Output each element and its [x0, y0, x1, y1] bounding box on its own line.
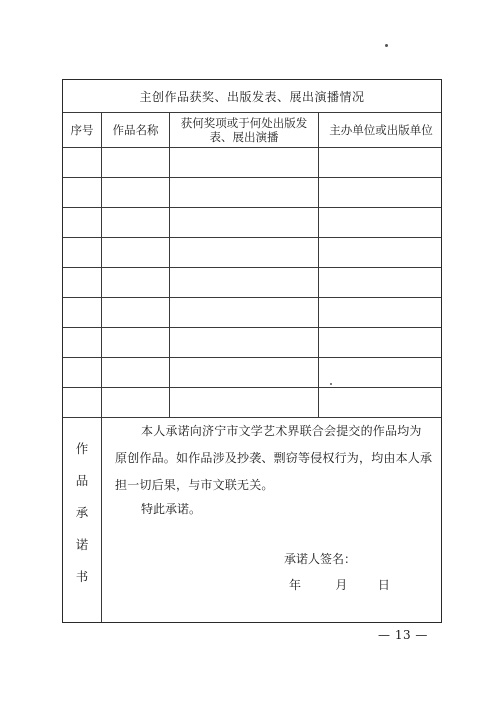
row-organizer-cell	[319, 178, 443, 207]
row-award-cell	[170, 238, 319, 267]
date-day: 日	[377, 578, 390, 592]
table-title-text: 主创作品获奖、出版发表、展出演播情况	[139, 89, 365, 104]
table-row	[63, 268, 441, 298]
pledge-section	[63, 413, 441, 622]
table-title	[63, 80, 441, 113]
row-organizer-cell	[319, 268, 443, 297]
table-row	[63, 238, 441, 268]
pledge-label-char: 作	[75, 441, 89, 456]
row-index-cell	[63, 238, 102, 267]
row-index-cell	[63, 268, 102, 297]
pledge-label	[63, 413, 102, 622]
header-award-line2: 表、展出演播	[209, 130, 279, 144]
table-row	[63, 298, 441, 328]
pledge-label-char: 书	[75, 569, 89, 584]
row-award-cell	[170, 178, 319, 207]
pledge-label-char: 承	[75, 505, 89, 520]
pledge-text: 本人承诺向济宁市文学艺术界联合会提交的作品均为原创作品。如作品涉及抄袭、剽窃等侵权行为，均由本人承担一切后果，与市文联无关。	[115, 424, 433, 492]
row-index-cell	[63, 208, 102, 237]
table-row	[63, 208, 441, 238]
scan-speck	[330, 383, 332, 385]
row-work-name-cell	[102, 238, 170, 267]
page-number: — 13 —	[378, 628, 428, 642]
row-organizer-cell	[319, 358, 443, 387]
row-work-name-cell	[102, 268, 170, 297]
table-row	[63, 358, 441, 388]
row-work-name-cell	[102, 328, 170, 357]
row-index-cell	[63, 298, 102, 327]
table-header-row	[63, 113, 441, 148]
date-month: 月	[335, 578, 348, 592]
table-row	[63, 178, 441, 208]
row-award-cell	[170, 358, 319, 387]
signature-label: 承诺人签名：	[284, 552, 357, 566]
row-award-cell	[170, 208, 319, 237]
signature-date	[289, 572, 390, 599]
award-form-table	[62, 79, 442, 623]
row-work-name-cell	[102, 148, 170, 177]
row-award-cell	[170, 328, 319, 357]
row-award-cell	[170, 148, 319, 177]
pledge-label-char: 品	[75, 473, 89, 488]
header-work-name: 作品名称	[102, 113, 170, 147]
row-organizer-cell	[319, 298, 443, 327]
row-work-name-cell	[102, 178, 170, 207]
row-index-cell	[63, 358, 102, 387]
row-organizer-cell	[319, 208, 443, 237]
row-award-cell	[170, 268, 319, 297]
row-work-name-cell	[102, 208, 170, 237]
row-organizer-cell	[319, 328, 443, 357]
row-work-name-cell	[102, 358, 170, 387]
table-row	[63, 148, 441, 178]
pledge-closing: 特此承诺。	[141, 502, 202, 516]
table-row	[63, 328, 441, 358]
pledge-body	[102, 413, 441, 622]
row-award-cell	[170, 298, 319, 327]
header-award-line1: 获何奖项或于何处出版发	[180, 116, 308, 130]
header-award	[170, 113, 319, 147]
header-index: 序号	[63, 113, 102, 147]
header-organizer: 主办单位或出版单位	[329, 123, 433, 137]
row-index-cell	[63, 148, 102, 177]
row-work-name-cell	[102, 298, 170, 327]
row-index-cell	[63, 178, 102, 207]
scan-speck	[385, 44, 388, 47]
row-organizer-cell	[319, 238, 443, 267]
pledge-label-char: 诺	[75, 537, 89, 552]
date-year: 年	[289, 578, 302, 592]
row-organizer-cell	[319, 148, 443, 177]
row-index-cell	[63, 328, 102, 357]
